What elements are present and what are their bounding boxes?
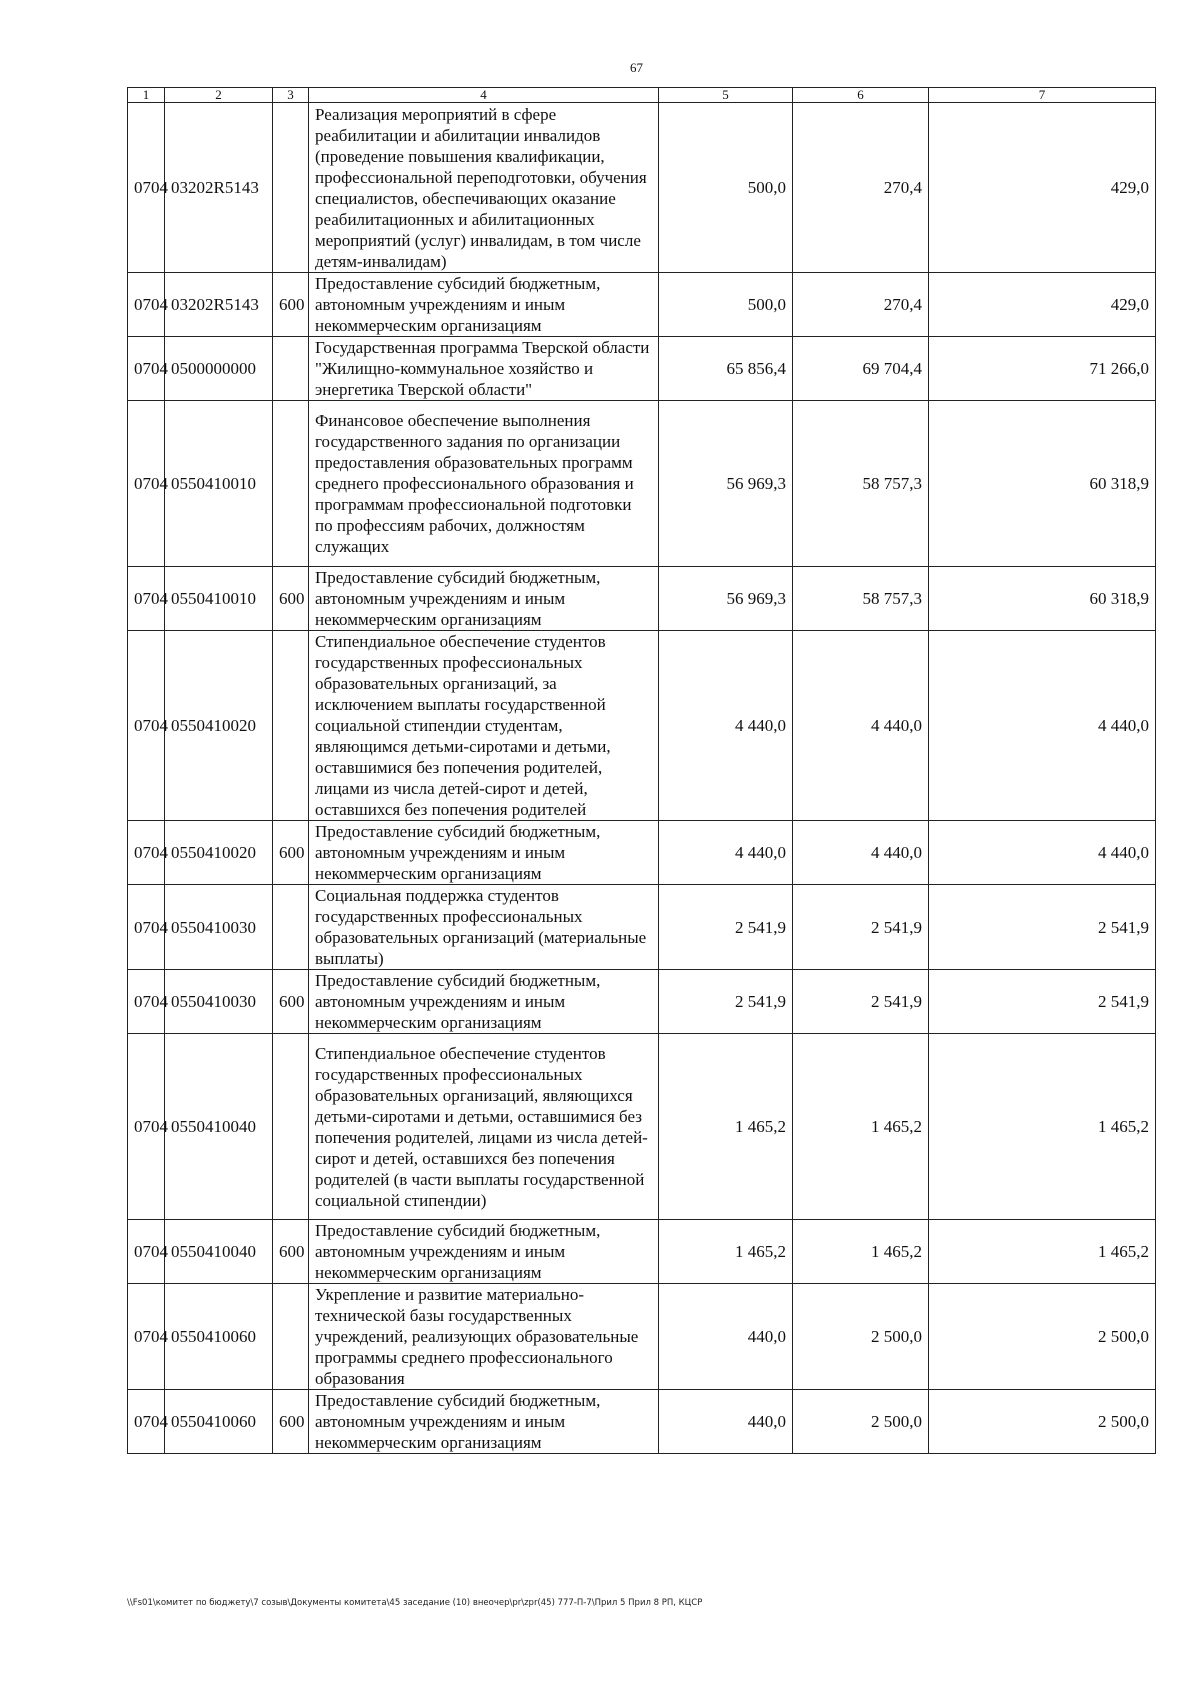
section-code: 0704 [128, 631, 165, 821]
table-row [128, 103, 1156, 273]
target-article-code: 0550410040 [165, 1220, 273, 1284]
target-article-code: 0550410060 [165, 1284, 273, 1390]
table-row [128, 885, 1156, 970]
amount-year-1: 4 440,0 [659, 631, 793, 821]
expense-type-code [273, 885, 309, 970]
amount-year-2: 270,4 [793, 103, 929, 273]
table-row [128, 821, 1156, 885]
target-article-code: 0550410060 [165, 1390, 273, 1454]
amount-year-1: 500,0 [659, 273, 793, 337]
item-name: Предоставление субсидий бюджетным, автономным учреждениям и иным некоммерческим организациям [309, 821, 659, 885]
expense-type-code: 600 [273, 1390, 309, 1454]
amount-year-3: 60 318,9 [929, 401, 1156, 567]
table-row [128, 970, 1156, 1034]
column-header: 4 [309, 88, 659, 103]
amount-year-2: 58 757,3 [793, 567, 929, 631]
expense-type-code [273, 401, 309, 567]
target-article-code: 0550410040 [165, 1034, 273, 1220]
item-name: Предоставление субсидий бюджетным, автономным учреждениям и иным некоммерческим организациям [309, 1220, 659, 1284]
amount-year-3: 2 541,9 [929, 970, 1156, 1034]
column-header: 2 [165, 88, 273, 103]
amount-year-3: 429,0 [929, 273, 1156, 337]
amount-year-2: 2 500,0 [793, 1390, 929, 1454]
amount-year-3: 1 465,2 [929, 1220, 1156, 1284]
amount-year-1: 65 856,4 [659, 337, 793, 401]
table-row [128, 1220, 1156, 1284]
expense-type-code: 600 [273, 1220, 309, 1284]
amount-year-3: 2 500,0 [929, 1390, 1156, 1454]
column-header: 1 [128, 88, 165, 103]
page-number: 67 [630, 60, 643, 75]
item-name: Финансовое обеспечение выполнения государственного задания по организации предоставления образовательных программ среднего профессионального образования и программам профессиональной подготовки по профессиям рабочих, должностям служащих [309, 401, 659, 567]
expense-type-code [273, 337, 309, 401]
section-code: 0704 [128, 401, 165, 567]
amount-year-2: 69 704,4 [793, 337, 929, 401]
item-name: Предоставление субсидий бюджетным, автономным учреждениям и иным некоммерческим организациям [309, 970, 659, 1034]
target-article-code: 0550410020 [165, 821, 273, 885]
item-name: Реализация мероприятий в сфере реабилитации и абилитации инвалидов (проведение повышения квалификации, профессиональной переподготовки, обучения специалистов, обеспечивающих оказание реабилитационных и абилитационных мероприятий (услуг) инвалидам, в том числе детям-инвалидам) [309, 103, 659, 273]
table-row [128, 1034, 1156, 1220]
section-code: 0704 [128, 970, 165, 1034]
amount-year-1: 1 465,2 [659, 1220, 793, 1284]
amount-year-2: 2 541,9 [793, 885, 929, 970]
amount-year-3: 4 440,0 [929, 821, 1156, 885]
section-code: 0704 [128, 337, 165, 401]
target-article-code: 0500000000 [165, 337, 273, 401]
expense-type-code: 600 [273, 970, 309, 1034]
amount-year-1: 4 440,0 [659, 821, 793, 885]
item-name: Укрепление и развитие материально-технической базы государственных учреждений, реализующих образовательные программы среднего профессионального образования [309, 1284, 659, 1390]
section-code: 0704 [128, 1390, 165, 1454]
item-name: Стипендиальное обеспечение студентов государственных профессиональных образовательных организаций, за исключением выплаты государственной социальной стипендии студентам, являющимся детьми-сиротами и детьми, оставшимися без попечения родителей, лицами из числа детей-сирот и детей, оставшихся без попечения родителей [309, 631, 659, 821]
amount-year-1: 56 969,3 [659, 401, 793, 567]
amount-year-1: 2 541,9 [659, 885, 793, 970]
expense-type-code [273, 103, 309, 273]
amount-year-2: 4 440,0 [793, 821, 929, 885]
section-code: 0704 [128, 567, 165, 631]
item-name: Социальная поддержка студентов государственных профессиональных образовательных организаций (материальные выплаты) [309, 885, 659, 970]
amount-year-3: 60 318,9 [929, 567, 1156, 631]
amount-year-1: 500,0 [659, 103, 793, 273]
amount-year-3: 4 440,0 [929, 631, 1156, 821]
amount-year-2: 4 440,0 [793, 631, 929, 821]
amount-year-2: 2 500,0 [793, 1284, 929, 1390]
expense-type-code: 600 [273, 821, 309, 885]
expense-type-code: 600 [273, 273, 309, 337]
target-article-code: 0550410010 [165, 401, 273, 567]
expense-type-code: 600 [273, 567, 309, 631]
target-article-code: 03202R5143 [165, 273, 273, 337]
amount-year-3: 2 541,9 [929, 885, 1156, 970]
expense-type-code [273, 1034, 309, 1220]
target-article-code: 03202R5143 [165, 103, 273, 273]
amount-year-1: 2 541,9 [659, 970, 793, 1034]
target-article-code: 0550410030 [165, 885, 273, 970]
budget-table [127, 87, 1156, 1454]
column-number-row [128, 88, 1156, 103]
target-article-code: 0550410020 [165, 631, 273, 821]
column-header: 5 [659, 88, 793, 103]
amount-year-3: 71 266,0 [929, 337, 1156, 401]
item-name: Стипендиальное обеспечение студентов государственных профессиональных образовательных организаций, являющихся детьми-сиротами и детьми, оставшимися без попечения родителей, лицами из числа детей-сирот и детей, оставшихся без попечения родителей (в части выплаты государственной социальной стипендии) [309, 1034, 659, 1220]
item-name: Государственная программа Тверской области "Жилищно-коммунальное хозяйство и энергетика Тверской области" [309, 337, 659, 401]
expense-type-code [273, 631, 309, 821]
amount-year-2: 2 541,9 [793, 970, 929, 1034]
table-row [128, 337, 1156, 401]
table-row [128, 567, 1156, 631]
section-code: 0704 [128, 103, 165, 273]
table-row [128, 1284, 1156, 1390]
item-name: Предоставление субсидий бюджетным, автономным учреждениям и иным некоммерческим организациям [309, 1390, 659, 1454]
table-row [128, 631, 1156, 821]
amount-year-1: 1 465,2 [659, 1034, 793, 1220]
column-header: 6 [793, 88, 929, 103]
table-row [128, 401, 1156, 567]
item-name: Предоставление субсидий бюджетным, автономным учреждениям и иным некоммерческим организациям [309, 567, 659, 631]
column-header: 7 [929, 88, 1156, 103]
target-article-code: 0550410030 [165, 970, 273, 1034]
amount-year-2: 270,4 [793, 273, 929, 337]
amount-year-3: 429,0 [929, 103, 1156, 273]
amount-year-3: 2 500,0 [929, 1284, 1156, 1390]
amount-year-2: 1 465,2 [793, 1034, 929, 1220]
amount-year-1: 440,0 [659, 1284, 793, 1390]
section-code: 0704 [128, 1220, 165, 1284]
section-code: 0704 [128, 821, 165, 885]
section-code: 0704 [128, 885, 165, 970]
amount-year-3: 1 465,2 [929, 1034, 1156, 1220]
column-header: 3 [273, 88, 309, 103]
target-article-code: 0550410010 [165, 567, 273, 631]
section-code: 0704 [128, 273, 165, 337]
section-code: 0704 [128, 1284, 165, 1390]
amount-year-1: 440,0 [659, 1390, 793, 1454]
amount-year-2: 58 757,3 [793, 401, 929, 567]
footer-file-path: \\Fs01\комитет по бюджету\7 созыв\Документы комитета\45 заседание (10) внеочер\pr\zpr(45) 777-П-7\Прил 5 Прил 8 РП, КЦСР [127, 1598, 703, 1608]
table-row [128, 1390, 1156, 1454]
table-row [128, 273, 1156, 337]
amount-year-1: 56 969,3 [659, 567, 793, 631]
item-name: Предоставление субсидий бюджетным, автономным учреждениям и иным некоммерческим организациям [309, 273, 659, 337]
expense-type-code [273, 1284, 309, 1390]
amount-year-2: 1 465,2 [793, 1220, 929, 1284]
section-code: 0704 [128, 1034, 165, 1220]
